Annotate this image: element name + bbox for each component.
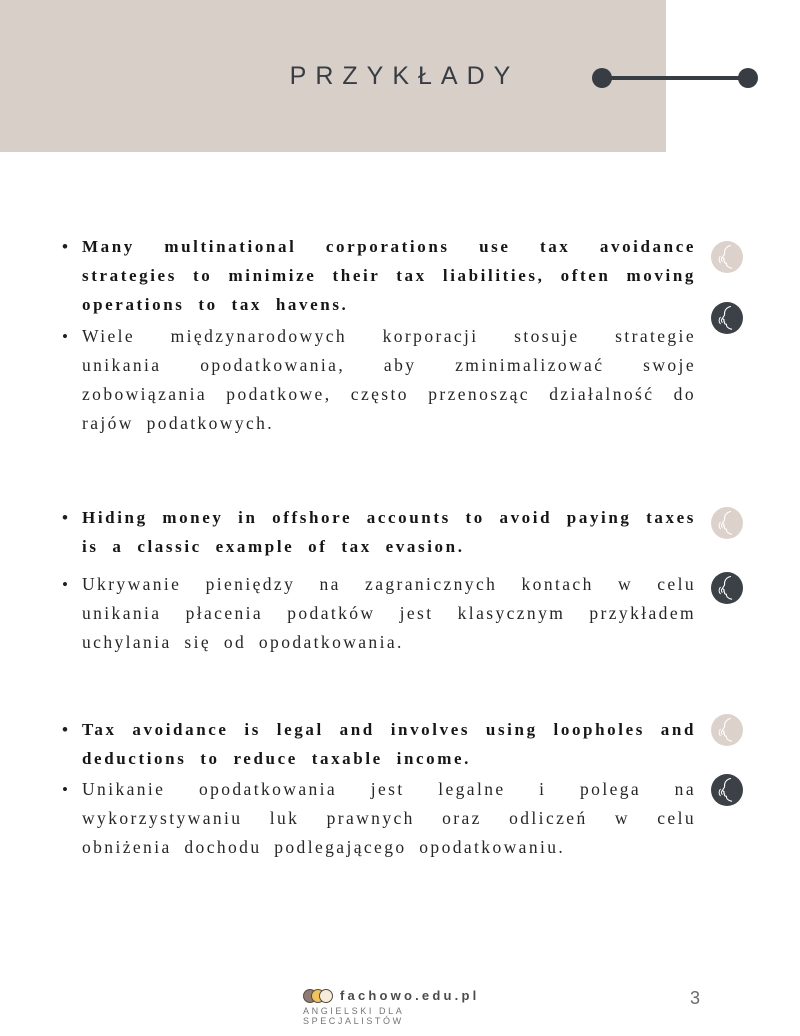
audio-button-polish-1[interactable] — [711, 302, 743, 334]
example-2-english: • Hiding money in offshore accounts to avoid paying taxes is a classic example of tax evasion. — [60, 503, 696, 561]
example-2-polish: • Ukrywanie pieniędzy na zagranicznych kontach w celu unikania płacenia podatków jest klasycznym przykładem uchylania się od opodatkowania. — [60, 570, 696, 657]
audio-button-english-1[interactable] — [711, 241, 743, 273]
audio-button-polish-2[interactable] — [711, 572, 743, 604]
logo-circles-icon — [303, 989, 333, 1003]
brand-logo — [303, 988, 503, 1026]
example-1-polish: • Wiele międzynarodowych korporacji stosuje strategie unikania opodatkowania, aby zminimalizować swoje zobowiązania podatkowe, często przenosząc działalność do rajów podatkowych. — [60, 322, 696, 438]
speaking-head-icon — [711, 302, 743, 334]
brand-tagline: ANGIELSKI DLA SPECJALISTÓW — [303, 1006, 404, 1026]
speaking-head-icon — [711, 507, 743, 539]
speaking-head-icon — [711, 572, 743, 604]
decorative-dot-left — [592, 68, 612, 88]
speaking-head-icon — [711, 774, 743, 806]
decorative-dot-right — [738, 68, 758, 88]
audio-button-english-2[interactable] — [711, 507, 743, 539]
example-3-english: • Tax avoidance is legal and involves using loopholes and deductions to reduce taxable income. — [60, 715, 696, 773]
example-3-polish: • Unikanie opodatkowania jest legalne i polega na wykorzystywaniu luk prawnych oraz odliczeń w celu obniżenia dochodu podlegającego opodatkowaniu. — [60, 775, 696, 862]
decorative-line — [602, 76, 748, 80]
page-title: PRZYKŁADY — [289, 62, 520, 90]
speaking-head-icon — [711, 241, 743, 273]
speaking-head-icon — [711, 714, 743, 746]
brand-name: fachowo.edu.pl — [340, 988, 480, 1003]
audio-button-polish-3[interactable] — [711, 774, 743, 806]
audio-button-english-3[interactable] — [711, 714, 743, 746]
example-1-english: • Many multinational corporations use tax avoidance strategies to minimize their tax liabilities, often moving operations to tax havens. — [60, 232, 696, 319]
page-number: 3 — [690, 988, 701, 1008]
